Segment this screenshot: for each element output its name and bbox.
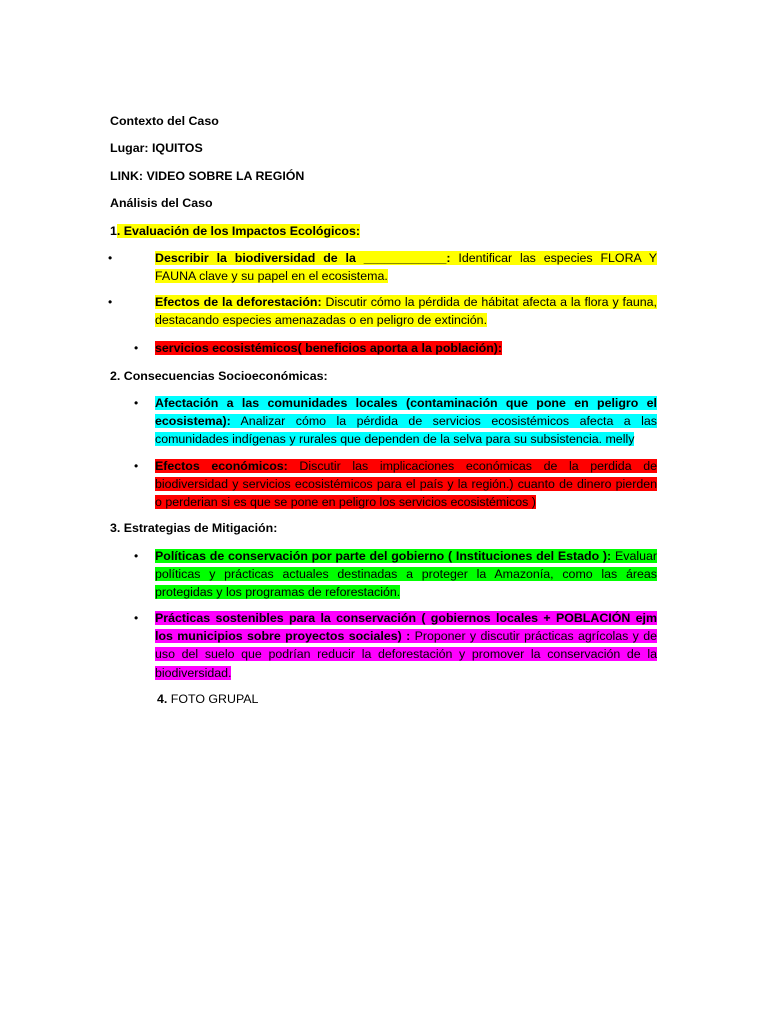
item-text: Discutir las implicaciones económicas de la perdida de biodiversidad y servicios ecosistémicos para el país y la región.) cuanto de dinero pierden o perderian si es que se pone en peligro los servicios ecosistémicos ) [155, 459, 657, 510]
section-4-number: 4. [157, 692, 168, 706]
item-text: Analizar cómo la pérdida de servicios ecosistémicos afecta a las comunidades indígenas y rurales que dependen de la selva para su subsistencia. melly [155, 414, 657, 447]
heading-link: LINK: VIDEO SOBRE LA REGIÓN [110, 169, 305, 183]
heading-lugar: Lugar: IQUITOS [110, 141, 203, 155]
item-text: Identificar las especies FLORA Y FAUNA clave y su papel en el ecosistema. [155, 251, 657, 284]
bullet-marker: • [134, 611, 139, 625]
bullet-marker: • [134, 396, 139, 410]
item-bold-text: servicios ecosistémicos( beneficios aporta a la población): [155, 341, 503, 355]
section-1-title: . Evaluación de los Impactos Ecológicos: [116, 224, 360, 238]
list-item-comunidades [155, 394, 657, 449]
item-text: Proponer y discutir prácticas agrícolas y de uso del suelo que podrían reducir la deforestación y promover la conservación de la biodiversidad. [155, 629, 657, 680]
list-item-economicos [155, 457, 657, 512]
section-4-title: FOTO GRUPAL [167, 692, 259, 706]
bullet-marker: • [108, 295, 113, 309]
item-bold-text: Políticas de conservación por parte del gobierno ( Instituciones del Estado ): [155, 549, 612, 563]
bullet-marker: • [108, 251, 113, 265]
item-bold-text: Prácticas sostenibles para la conservación ( gobiernos locales + POBLACIÓN ejm los municipios sobre proyectos sociales) : [155, 611, 657, 644]
list-item-politicas [155, 547, 657, 602]
bullet-marker: • [134, 459, 139, 473]
bullet-marker: • [134, 341, 139, 355]
section-1-number: 1 [110, 224, 117, 238]
item-bold-text: Afectación a las comunidades locales (contaminación que pone en peligro el ecosistema): [155, 396, 657, 429]
section-3-heading: 3. Estrategias de Mitigación: [110, 521, 278, 535]
bullet-marker: • [134, 549, 139, 563]
section-4-heading [157, 690, 258, 708]
item-text: Evaluar políticas y prácticas actuales destinadas a proteger la Amazonía, como las áreas protegidas y los programas de reforestación. [155, 549, 657, 600]
item-bold-text: Efectos económicos: [155, 459, 288, 473]
item-bold-text: Describir la biodiversidad de la ____________: [155, 251, 451, 265]
section-2-heading: 2. Consecuencias Socioeconómicas: [110, 369, 328, 383]
list-item-biodiversidad [155, 249, 657, 285]
list-item-servicios [155, 339, 657, 357]
heading-contexto: Contexto del Caso [110, 114, 219, 128]
heading-analisis: Análisis del Caso [110, 196, 213, 210]
list-item-deforestacion [155, 293, 657, 329]
item-bold-text: Efectos de la deforestación: [155, 295, 322, 309]
list-item-practicas [155, 609, 657, 682]
item-text: Discutir cómo la pérdida de hábitat afecta a la flora y fauna, destacando especies amenazadas o en peligro de extinción. [155, 295, 657, 328]
section-1-heading [110, 222, 360, 240]
